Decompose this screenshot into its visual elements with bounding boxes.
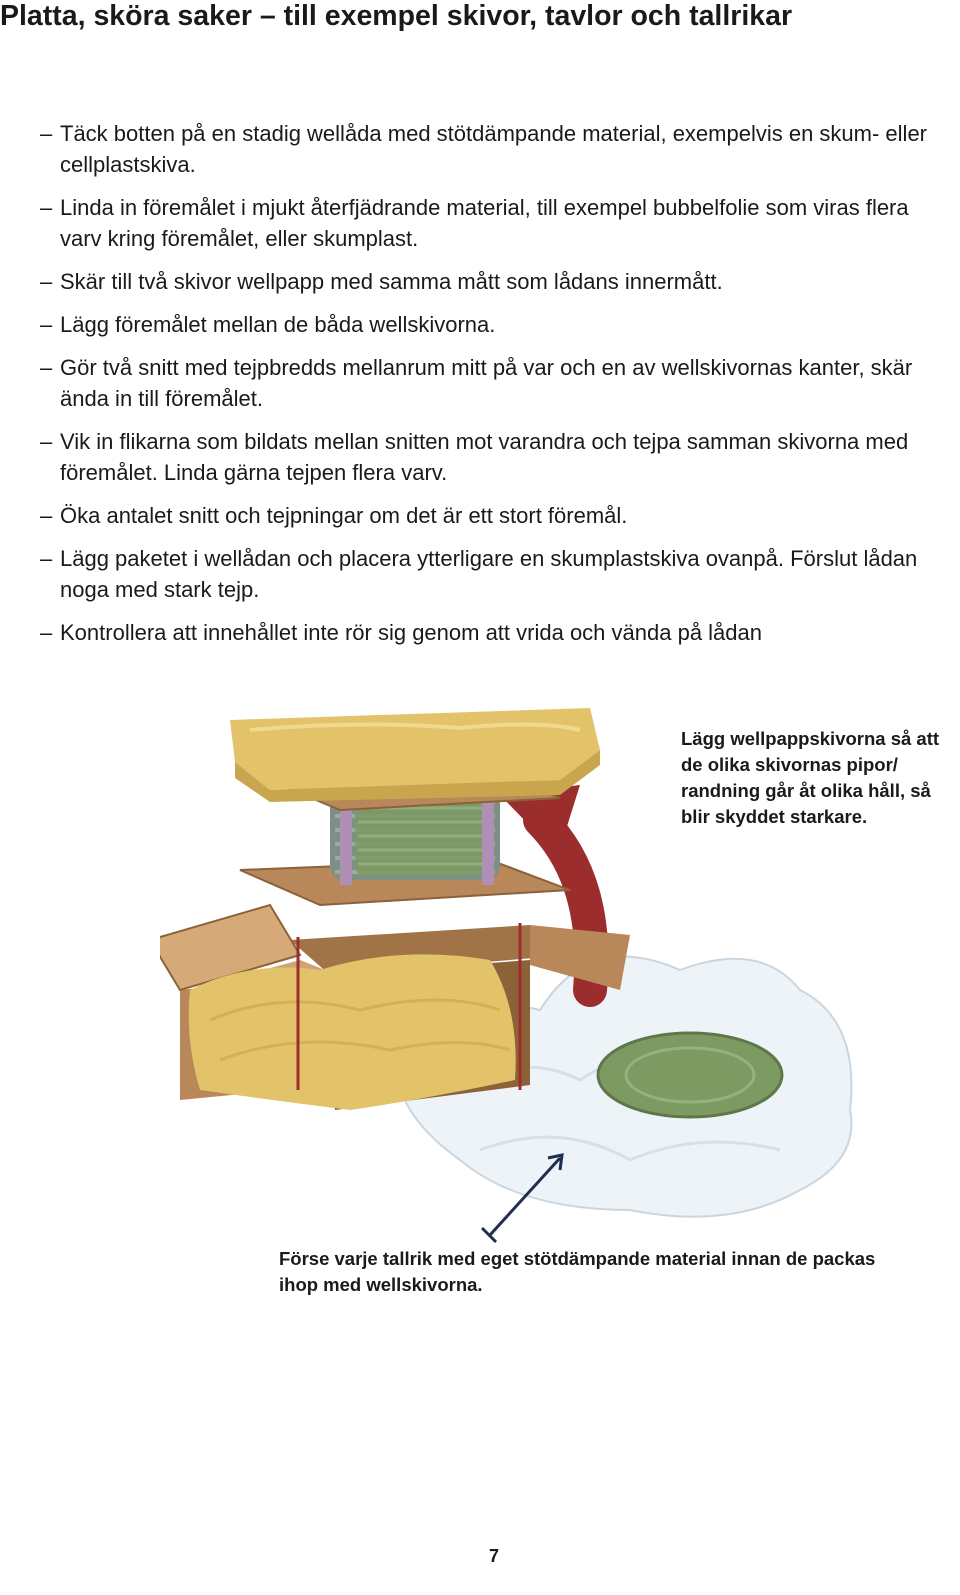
list-item: [40, 352, 945, 414]
list-item-text: Öka antalet snitt och tejpningar om det är ett stort föremål.: [60, 503, 628, 528]
illustration-note-right: Lägg wellpappskivorna så att de olika skivornas pipor/ randning går åt olika håll, så blir skyddet starkare.: [681, 728, 940, 827]
list-item: [40, 266, 945, 297]
top-foam-layer: [230, 708, 600, 802]
bullet-dash: –: [40, 429, 53, 454]
bullet-dash: –: [40, 620, 53, 645]
list-item-text: Kontrollera att innehållet inte rör sig genom att vrida och vända på lådan: [60, 620, 762, 645]
list-item: [40, 118, 945, 180]
page-number: 7: [488, 1546, 499, 1566]
list-item-text: Vik in flikarna som bildats mellan snitten mot varandra och tejpa samman skivorna med föremålet. Linda gärna tejpen flera varv.: [60, 429, 909, 485]
list-item-text: Lägg föremålet mellan de båda wellskivorna.: [60, 312, 496, 337]
bullet-dash: –: [40, 503, 53, 528]
list-item-text: Täck botten på en stadig wellåda med stötdämpande material, exempelvis en skum- eller cellplastskiva.: [60, 121, 928, 177]
list-item-text: Skär till två skivor wellpapp med samma mått som lådans innermått.: [60, 269, 723, 294]
bullet-dash: –: [40, 195, 53, 220]
list-item-text: Gör två snitt med tejpbredds mellanrum mitt på var och en av wellskivornas kanter, skär ända in till föremålet.: [60, 355, 913, 411]
list-item: [40, 426, 945, 488]
list-item: [40, 617, 945, 648]
list-item-text: Linda in föremålet i mjukt återfjädrande material, till exempel bubbelfolie som viras flera varv kring föremålet, eller skumplast.: [60, 195, 909, 251]
bullet-dash: –: [40, 546, 53, 571]
bullet-dash: –: [40, 355, 53, 380]
list-item: [40, 192, 945, 254]
list-item: [40, 500, 945, 531]
list-item-text: Lägg paketet i wellådan och placera ytterligare en skumplastskiva ovanpå. Förslut lådan noga med stark tejp.: [60, 546, 918, 602]
bullet-dash: –: [40, 121, 53, 146]
instruction-list: [40, 118, 945, 660]
illustration-note-bottom: Förse varje tallrik med eget stötdämpande material innan de packas ihop med wellskivorna.: [279, 1248, 876, 1295]
bullet-dash: –: [40, 312, 53, 337]
bullet-dash: –: [40, 269, 53, 294]
list-item: [40, 543, 945, 605]
list-item: [40, 309, 945, 340]
page-title: Platta, sköra saker – till exempel skivor, tavlor och tallrikar: [0, 0, 793, 32]
